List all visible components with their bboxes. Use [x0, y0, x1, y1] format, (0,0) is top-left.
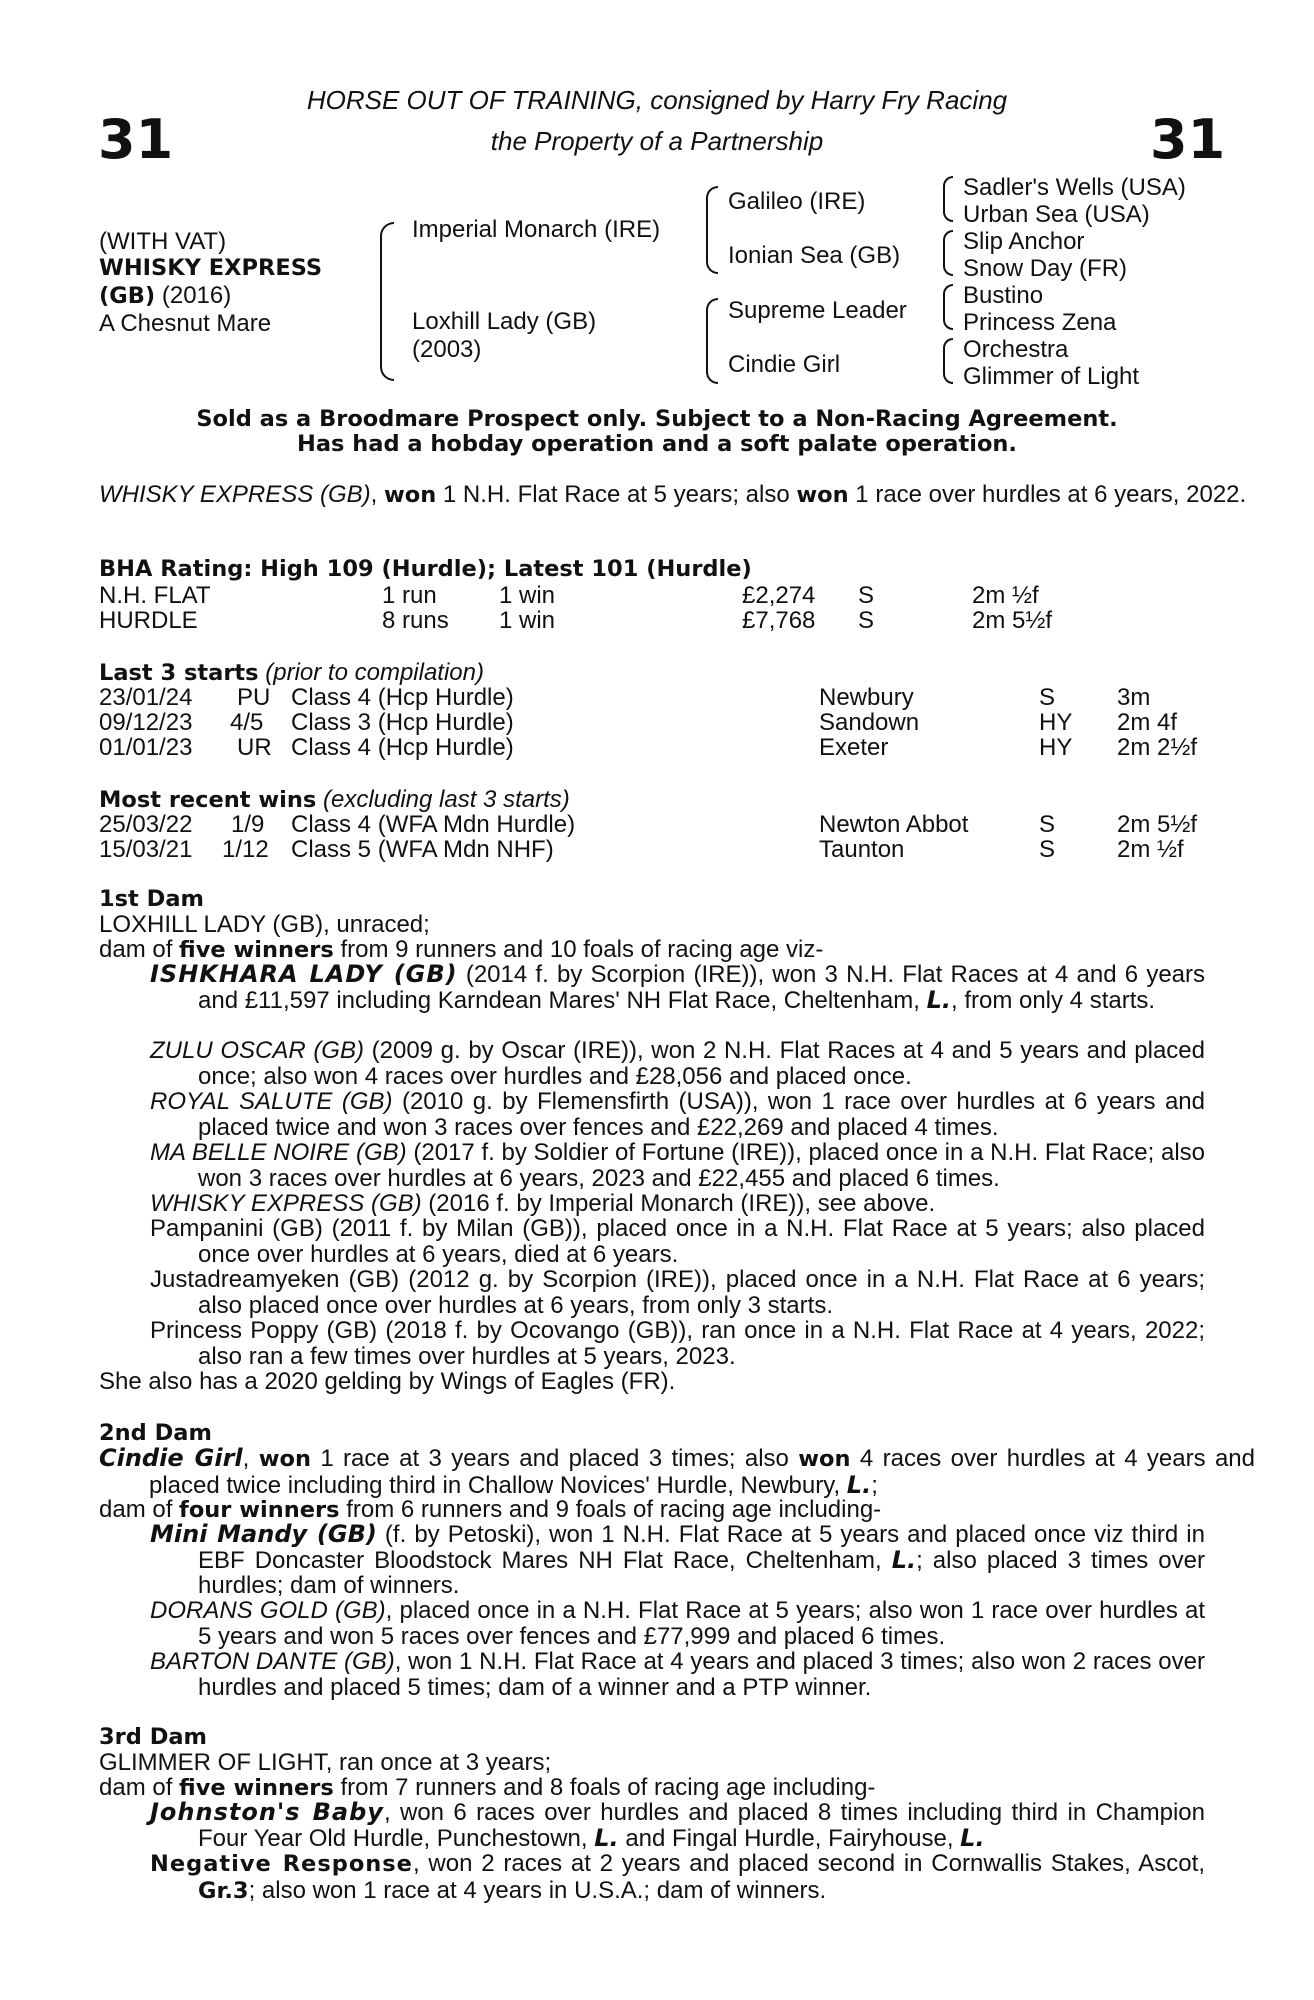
dam2-text-2: 4 races over hurdles at 4 years and placed twice including third in Challow Novices' Hurdle, Newbury, [149, 1445, 1256, 1499]
rating-distance: 2m 5½f [972, 607, 1053, 634]
start-distance: 3m [1117, 684, 1151, 711]
produce-text: (2016 f. by Imperial Monarch (IRE)), see above. [421, 1190, 936, 1217]
produce-entry: Princess Poppy (GB) (2018 f. by Ocovango (GB)), ran once in a N.H. Flat Race at 4 years, 2022; also ran a few times over hurdles at 5 years, 2023. [150, 1317, 1205, 1370]
start-class: Class 4 (Hcp Hurdle) [291, 684, 514, 711]
rating-going: S [858, 582, 875, 609]
produce-name: WHISKY EXPRESS (GB) [150, 1190, 422, 1217]
produce-text: , placed once in a N.H. Flat Race at 5 years; also won 1 race over hurdles at 5 years and won 5 races over fences and £77,999 and placed 6 times. [198, 1597, 1205, 1650]
win-class: Class 4 (WFA Mdn Hurdle) [291, 811, 576, 838]
pedigree-sire: Imperial Monarch (IRE) [412, 216, 661, 243]
win-going: S [1039, 811, 1056, 838]
rating-runs: 8 runs [382, 607, 449, 634]
listed-mark: L. [846, 1470, 872, 1499]
sale-note-2: Has had a hobday operation and a soft palate operation. [297, 431, 1017, 457]
dam2-dam-of: dam of [99, 1496, 180, 1523]
pedigree-gg1: Sadler's Wells (USA) [963, 174, 1186, 201]
property-line: the Property of a Partnership [490, 126, 824, 156]
last3-heading [99, 660, 484, 687]
start-position: 4/5 [230, 709, 264, 736]
dam1-winners: five winners [179, 937, 334, 963]
produce-entry [150, 1800, 1205, 1851]
pedigree-brace-g1 [943, 176, 953, 222]
produce-text: , won 2 races at 2 years and placed second in Cornwallis Stakes, Ascot, [412, 1850, 1205, 1877]
start-going: S [1039, 684, 1056, 711]
produce-name: ROYAL SALUTE (GB) [150, 1088, 393, 1115]
dam2-title: 2nd Dam [99, 1420, 212, 1446]
dam2-won-2: won [798, 1446, 851, 1472]
pedigree-g4: Cindie Girl [728, 351, 841, 378]
produce-entry: Justadreamyeken (GB) (2012 g. by Scorpion (IRE)), placed once in a N.H. Flat Race at 6 years; also placed once over hurdles at 6 years, from only 3 starts. [150, 1266, 1205, 1319]
pedigree-brace-g4 [943, 338, 953, 384]
start-going: HY [1039, 709, 1073, 736]
produce-text-end: ; also placed 3 times over hurdles; dam of winners. [198, 1546, 1205, 1599]
produce-text: (f. by Petoski), won 1 N.H. Flat Race at 5 years and placed once viz third in EBF Doncaster Bloodstock Mares NH Flat Race, Cheltenham, [198, 1521, 1205, 1574]
recent-title: Most recent wins [99, 787, 317, 813]
listed-mark: L. [891, 1545, 917, 1574]
pedigree-g1: Galileo (IRE) [728, 188, 866, 215]
win-class: Class 5 (WFA Mdn NHF) [291, 836, 554, 863]
pedigree-g3: Supreme Leader [728, 297, 907, 324]
summary-name: WHISKY EXPRESS (GB) [99, 481, 371, 508]
rating-going: S [858, 607, 875, 634]
start-course: Exeter [819, 734, 889, 761]
dam2-name: Cindie Girl [99, 1444, 243, 1472]
produce-name: Mini Mandy (GB) [150, 1520, 377, 1548]
pedigree-dam-year: (2003) [412, 336, 482, 363]
produce-name: DORANS GOLD (GB) [150, 1597, 386, 1624]
pedigree-brace-g2 [943, 230, 953, 276]
pedigree-g2: Ionian Sea (GB) [728, 242, 901, 269]
rating-wins: 1 win [499, 607, 556, 634]
produce-text: (2017 f. by Soldier of Fortune (IRE)), placed once in a N.H. Flat Race; also won 3 races over hurdles at 6 years, 2023 and £22,455 and placed 6 times. [198, 1139, 1205, 1192]
dam3-winners: five winners [179, 1775, 334, 1801]
horse-description: A Chesnut Mare [99, 310, 272, 337]
recent-wins-heading [99, 787, 570, 814]
summary-won-2: won [796, 482, 849, 508]
produce-entry [150, 1191, 1205, 1217]
produce-entry [150, 1598, 1205, 1649]
produce-text: (2010 g. by Flemensfirth (USA)), won 1 race over hurdles at 6 years and placed twice and won 3 races over fences and £22,269 and placed 4 times. [198, 1088, 1205, 1141]
pedigree-gg5: Bustino [963, 282, 1044, 309]
produce-text-mid: and Fingal Hurdle, Fairyhouse, [618, 1824, 961, 1852]
dam3-line: GLIMMER OF LIGHT, ran once at 3 years; [99, 1749, 552, 1776]
pedigree-brace-sire [706, 186, 718, 274]
win-date: 25/03/22 [99, 811, 193, 838]
pedigree-gg6: Princess Zena [963, 309, 1117, 336]
win-position: 1/9 [231, 811, 265, 838]
start-class: Class 3 (Hcp Hurdle) [291, 709, 514, 736]
pedigree-gg8: Glimmer of Light [963, 363, 1140, 390]
start-distance: 2m 4f [1117, 709, 1178, 736]
listed-mark: L. [960, 1823, 985, 1852]
win-distance: 2m ½f [1117, 836, 1184, 863]
produce-text: (2009 g. by Oscar (IRE)), won 2 N.H. Flat Races at 4 and 5 years and placed once; also won 4 races over hurdles and £28,056 and placed once. [198, 1037, 1205, 1090]
dam1-title: 1st Dam [99, 886, 204, 912]
dam1-dam-of: dam of [99, 936, 180, 963]
pedigree-gg4: Snow Day (FR) [963, 255, 1128, 282]
dam1-line: LOXHILL LADY (GB), unraced; [99, 911, 430, 938]
produce-name: MA BELLE NOIRE (GB) [150, 1139, 407, 1166]
pedigree-dam: Loxhill Lady (GB) [412, 308, 597, 335]
summary-text-1: 1 N.H. Flat Race at 5 years; also [436, 481, 797, 508]
dam2-record: Cindie Girl, won 1 race at 3 years and placed 3 times; also won 4 races over hurdles at 4 years and placed twice including third in Challow Novices' Hurdle, Newbury, L.; [99, 1444, 1256, 1499]
pedigree-brace-g3 [943, 284, 953, 330]
start-class: Class 4 (Hcp Hurdle) [291, 734, 514, 761]
dam2-text-1: 1 race at 3 years and placed 3 times; also [310, 1445, 799, 1472]
produce-text: (2014 f. by Scorpion (IRE)), won 3 N.H. Flat Races at 4 and 6 years and £11,597 including Karndean Mares' NH Flat Race, Cheltenham, [198, 961, 1206, 1014]
rating-prize: £7,768 [742, 607, 816, 634]
dam1-footer: She also has a 2020 gelding by Wings of Eagles (FR). [99, 1368, 676, 1395]
start-course: Sandown [819, 709, 920, 736]
pedigree-gg3: Slip Anchor [963, 228, 1085, 255]
pedigree-gg7: Orchestra [963, 336, 1069, 363]
pedigree-gg2: Urban Sea (USA) [963, 201, 1150, 228]
win-position: 1/12 [222, 836, 269, 863]
summary-won-1: won [383, 482, 437, 508]
dam2-won-1: won [258, 1446, 311, 1472]
start-distance: 2m 2½f [1117, 734, 1198, 761]
bha-rating-title: BHA Rating: High 109 (Hurdle); Latest 101 (Hurdle) [99, 556, 752, 582]
vat-label: (WITH VAT) [99, 228, 227, 255]
start-course: Newbury [819, 684, 914, 711]
consignor-line: HORSE OUT OF TRAINING, consigned by Harry Fry Racing [306, 85, 1008, 115]
produce-text-end: ; also won 1 race at 4 years in U.S.A.; dam of winners. [248, 1876, 827, 1904]
produce-name: ISHKHARA LADY (GB) [150, 960, 458, 988]
recent-note: (excluding last 3 starts) [316, 786, 570, 813]
dam2-text-3: ; [871, 1471, 878, 1499]
win-date: 15/03/21 [99, 836, 193, 863]
horse-country: (GB) [99, 283, 156, 309]
listed-mark: L. [926, 985, 951, 1014]
produce-entry [150, 1851, 1205, 1904]
summary-text-2: 1 race over hurdles at 6 years, 2022. [848, 481, 1247, 508]
produce-entry [150, 962, 1205, 1013]
win-distance: 2m 5½f [1117, 811, 1198, 838]
sale-note-1: Sold as a Broodmare Prospect only. Subject to a Non-Racing Agreement. [196, 406, 1118, 432]
lot-number-right: 31 [1150, 108, 1226, 171]
start-date: 01/01/23 [99, 734, 193, 761]
lot-number-left: 31 [98, 108, 174, 171]
produce-entry [150, 1522, 1205, 1599]
last3-title: Last 3 starts [99, 660, 259, 686]
produce-name: Johnston's Baby [150, 1798, 384, 1826]
rating-prize: £2,274 [742, 582, 816, 609]
start-date: 09/12/23 [99, 709, 193, 736]
group-mark: Gr.3 [198, 1877, 249, 1904]
produce-name: BARTON DANTE (GB) [150, 1648, 395, 1675]
win-course: Newton Abbot [819, 811, 969, 838]
rating-distance: 2m ½f [972, 582, 1039, 609]
produce-entry: Pampanini (GB) (2011 f. by Milan (GB)), placed once in a N.H. Flat Race at 5 years; also placed once over hurdles at 6 years, died at 6 years. [150, 1215, 1205, 1268]
win-course: Taunton [819, 836, 905, 863]
dam1-produce-rest: from 9 runners and 10 foals of racing age viz- [333, 936, 824, 963]
horse-name: WHISKY EXPRESS [99, 255, 323, 281]
produce-text: , won 6 races over hurdles and placed 8 times including third in Champion Four Year Old Hurdle, Punchestown, [198, 1799, 1205, 1852]
horse-identity [99, 228, 322, 337]
race-summary: WHISKY EXPRESS (GB), won 1 N.H. Flat Race at 5 years; also won 1 race over hurdles at 6 years, 2022. [99, 481, 1247, 508]
start-position: PU [237, 684, 271, 711]
produce-text-end: , from only 4 starts. [950, 986, 1156, 1014]
dam3-produce-rest: from 7 runners and 8 foals of racing age including- [333, 1774, 876, 1801]
rating-type: N.H. FLAT [99, 582, 211, 609]
start-position: UR [237, 734, 272, 761]
produce-entry [150, 1140, 1205, 1191]
dam2-winners: four winners [179, 1497, 340, 1523]
dam2-produce-rest: from 6 runners and 9 foals of racing age including- [339, 1496, 882, 1523]
last3-note: (prior to compilation) [258, 659, 484, 686]
rating-wins: 1 win [499, 582, 556, 609]
horse-year: (2016) [155, 282, 232, 309]
dam3-dam-of: dam of [99, 1774, 180, 1801]
produce-entry [150, 1038, 1205, 1089]
dam3-title: 3rd Dam [99, 1724, 207, 1750]
start-date: 23/01/24 [99, 684, 193, 711]
start-going: HY [1039, 734, 1073, 761]
produce-entry [150, 1089, 1205, 1140]
rating-runs: 1 run [382, 582, 437, 609]
produce-name: ZULU OSCAR (GB) [150, 1037, 364, 1064]
produce-text: , won 1 N.H. Flat Race at 4 years and placed 3 times; also won 2 races over hurdles and placed 5 times; dam of a winner and a PTP winner. [198, 1648, 1205, 1701]
pedigree-brace-dam [706, 298, 718, 384]
produce-entry [150, 1649, 1205, 1700]
pedigree-brace-main [380, 222, 394, 381]
produce-name: Negative Response [150, 1851, 413, 1877]
rating-type: HURDLE [99, 607, 198, 634]
listed-mark: L. [594, 1823, 619, 1852]
win-going: S [1039, 836, 1056, 863]
